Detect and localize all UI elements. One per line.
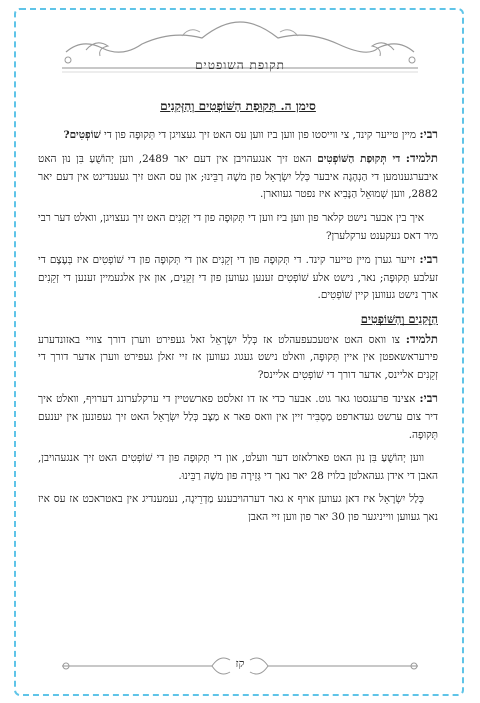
paragraph-text: איך בין אבער נישט קלאר פון ווען ביז ווען די תְּקוּפָה פון די זְקֵנִים האט זיך געצויגן, וואלט דער רבי מיר דאס געקענט ערקלערן?	[38, 211, 438, 242]
paragraph-bold-text: שׁוֹפְטִים?	[63, 128, 101, 141]
page-body	[38, 96, 438, 532]
paragraph	[38, 390, 438, 444]
paragraph-bold-text: די תְּקוּפַת הַשּׁוֹפְטִים	[317, 153, 401, 166]
paragraph-text: צו וואס האט איטעכעפעהלט אז כְּלַל יִשְׂרָאֵל זאל געפירט ווערן דורך צוויי באזונדערע פירעראשאפטן אין איין תְּקוּפָה, וואלט נישט געגוג געווען אז זיי זאלן געפירט ווערן אדער דורך די זְקֵנִים אליינס, אדער דורך די שׁוֹפְטִים אליינס?	[38, 333, 438, 381]
paragraph-text: מיין טייער קינד, צי ווייסטו פון ווען ביז ווען עס האט זיך געצויגן די תְּקוּפָה פון די	[104, 128, 417, 141]
paragraph	[38, 491, 438, 526]
paragraph-text: ווען יְהוֹשֻׁעַ בִּן נוּן האט פארלאזט דער וועלט, און די תְּקוּפָה פון די שׁוֹפְטִים האט זיך אנגעהויבן, האבן די אידן געהאלטן בלויז 28 יאר נאך די גְּזֵירָה פון משֶׁה רַבֵּינוּ.	[38, 452, 438, 482]
paragraph-text: זייער גערן מיין טייער קינד. די תְּקוּפָה פון די זְקֵנִים און די תְּקוּפָה פון די שׁוֹפְטִים איז בְּעֶצֶם די זעלבע תְּקוּפָה; נאר, נישט אלע שׁוֹפְטִים זענען געווען פון די זְקֵנִים, און אין אלגעמיין זענען די זְקֵנִים ארך נישט געווען קיין שׁוֹפְטִים.	[38, 254, 438, 302]
ornament-scroll-icon	[62, 8, 418, 88]
paragraph	[38, 126, 438, 145]
paragraph	[38, 251, 438, 305]
header-ornament	[62, 8, 418, 88]
paragraph	[38, 450, 438, 485]
paragraph	[38, 150, 438, 204]
paragraph-text: אצינד פרעגסטו גאר גוט. אבער כדי אז דו זאלסט פארשטיין די ערקלערונג דערויף, וואלט איך דיר צום ערשט געדארפט מַסְבִּיר זיין אין וואס פאר א מַצָּב כְּלַל יִשְׂרָאֵל האט זיך געפונען אין יענעם תְּקוּפָה.	[38, 393, 438, 441]
speaker-label: רבי:	[419, 391, 438, 406]
paragraph-text: האט זיך אנגעהויבן אין דעם יאר 2489, ווען יְהוֹשֻׁעַ בִּן נוּן האט איבערגענומען די הַנְהָגָה איבער כְּלַל יִשְׂרָאֵל פון משֶׁה רַבֵּינוּ; און עס האט זיך געענדיגט אין דעם יאר 2882, ווען שְׁמוּאֵל הַנָּבִיא איז נפטר געווארן.	[38, 153, 438, 201]
page-number: קז	[235, 657, 245, 670]
subheading: הַזְּקֵנִים וְהַשּׁוֹפְטִים	[360, 311, 438, 326]
speaker-label: תלמיד:	[405, 331, 438, 346]
paragraph	[38, 331, 438, 385]
section-title: סימן ה. תְּקוּפַת הַשּׁוֹפְטִים וְהַזְּקֵנִים	[160, 99, 316, 113]
paragraph	[38, 210, 438, 245]
running-header-title: תקופת השופטים	[195, 58, 285, 72]
footer-ornament	[62, 648, 418, 684]
speaker-label: רבי:	[419, 252, 439, 267]
paragraph-text: כְּלַל יִשְׂרָאֵל איז דאן געווען אויף א גאר דערהויבענע מַדְרֵיגָה, נעמענדיג אין באטראכט אז עס איז נאך געווען ווייניגער פון 30 יאר פון ווען זיי האבן	[38, 493, 438, 523]
speaker-label: רבי:	[419, 126, 438, 141]
speaker-label: תלמיד:	[405, 151, 438, 166]
